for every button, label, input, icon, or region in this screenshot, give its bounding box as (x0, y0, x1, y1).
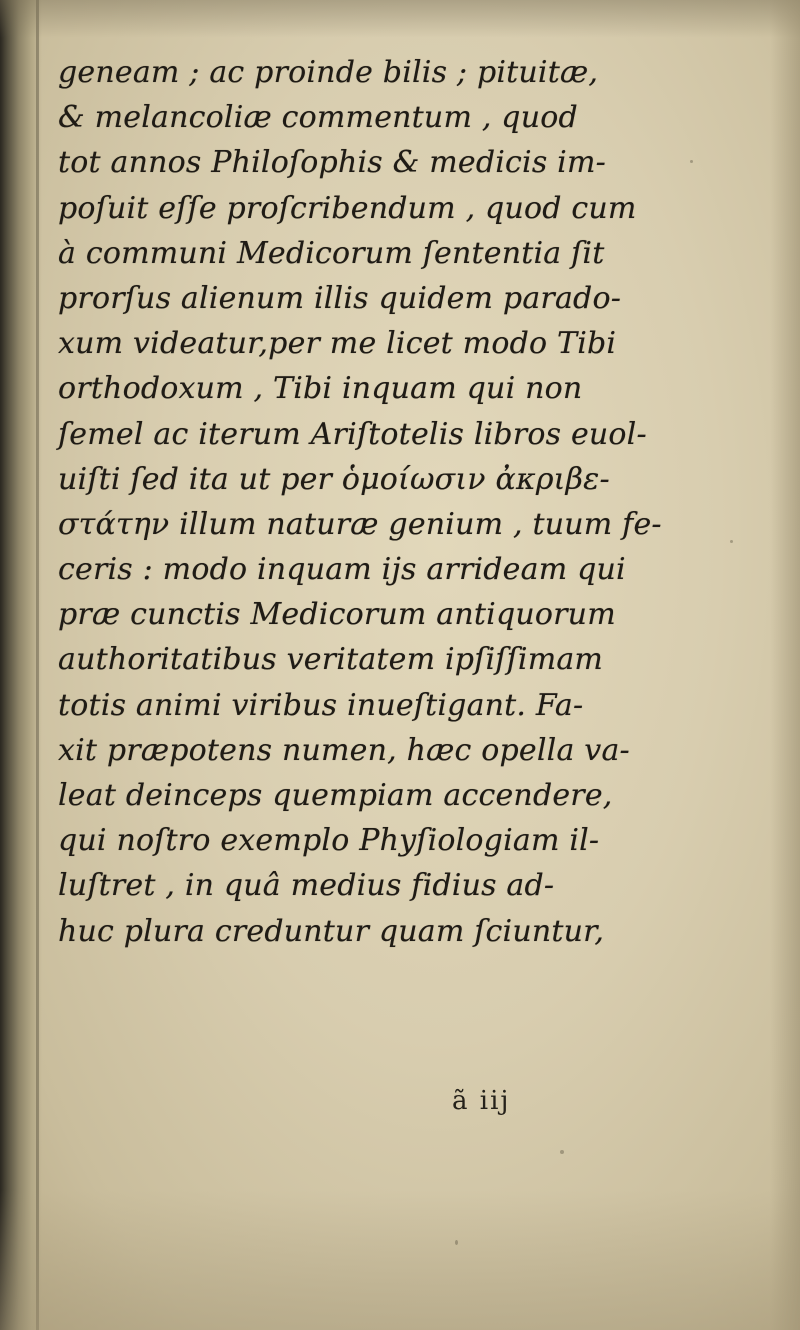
text-line: uiſti ſed ita ut per ὁμοίωσιν ἀκριβε- (58, 461, 610, 497)
paper-speck (730, 540, 733, 543)
latin-text-block (58, 50, 698, 954)
text-line: totis animi viribus inueſtigant. Fa- (58, 687, 584, 723)
text-line: leat deinceps quempiam accendere, (58, 778, 613, 813)
text-line: orthodoxum , Tibi inquam qui non (58, 371, 583, 407)
gutter-line (36, 0, 39, 1330)
text-line: ſemel ac iterum Ariſtotelis libros euol- (58, 416, 647, 452)
text-line: ceris : modo inquam ijs arrideam qui (58, 552, 626, 588)
text-line: præ cunctis Medicorum antiquorum (58, 597, 616, 633)
text-line: xit præpotens numen, hæc opella va- (58, 732, 630, 768)
top-edge-shadow (0, 0, 800, 38)
text-line: στάτην illum naturæ genium , tuum fe- (58, 506, 662, 542)
text-line: luſtret , in quâ medius fidius ad- (58, 868, 555, 904)
text-line: poſuit eſſe proſcribendum , quod cum (58, 190, 637, 226)
text-line: huc plura creduntur quam ſciuntur, (58, 913, 605, 949)
bottom-edge-shadow (0, 1190, 800, 1330)
right-edge-shadow (770, 0, 800, 1330)
paper-speck (690, 160, 693, 163)
text-line: & melancoliæ commentum , quod (58, 100, 578, 136)
text-line: qui noſtro exemplo Phyſiologiam il- (58, 823, 600, 859)
text-line: geneam ; ac proinde bilis ; pituitæ, (58, 55, 599, 90)
paper-speck (455, 1240, 458, 1245)
signature-mark: ã iij (452, 1086, 511, 1116)
text-line: xum videatur,per me licet modo Tibi (58, 326, 617, 362)
text-line: à communi Medicorum ſententia ſit (58, 235, 605, 271)
text-line: prorſus alienum illis quidem parado- (58, 280, 622, 316)
paper-speck (560, 1150, 564, 1154)
text-line: authoritatibus veritatem ipſiſſimam (58, 642, 604, 678)
text-line: tot annos Philoſophis & medicis im- (58, 145, 606, 181)
